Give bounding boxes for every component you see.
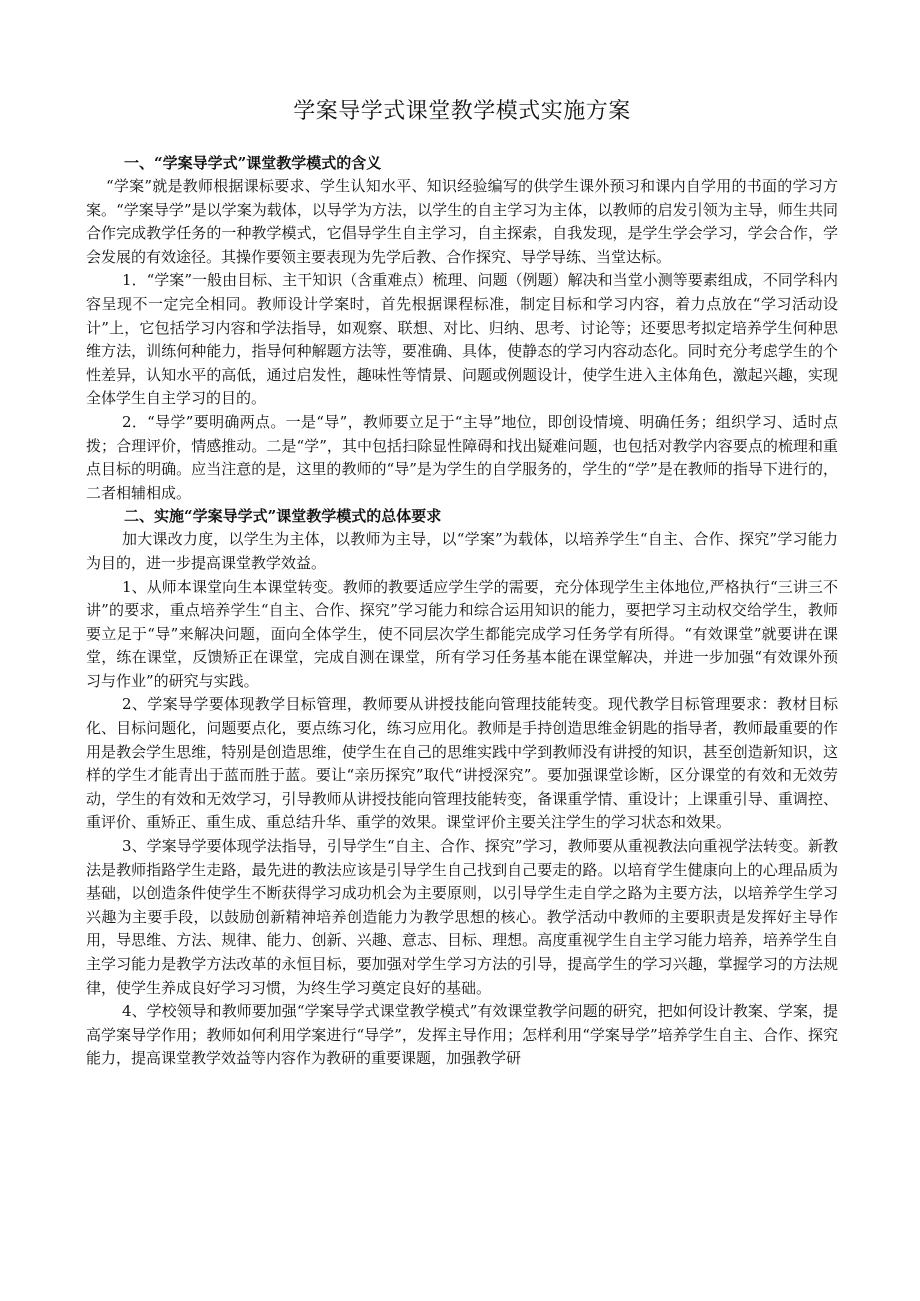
paragraph: 1．“学案”一般由目标、主干知识（含重难点）梳理、问题（例题）解决和当堂小测等要素组成，不同学科内容呈现不一定完全相同。教师设计学案时，首先根据课程标准，制定目标和学习内容，着力点放在“学习活动设计”上，它包括学习内容和学法指导，如观察、联想、对比、归纳、思考、讨论等；还要思考拟定培养学生何种思维方法，训练何种能力，指导何种解题方法等，要准确、具体，使静态的学习内容动态化。同时充分考虑学生的个性差异，认知水平的高低，通过启发性，趣味性等情景、问题或例题设计，使学生进入主体角色，激起兴趣，实现全体学生自主学习的目的。 (86, 271, 838, 408)
paragraph: 2．“导学”要明确两点。一是“导”，教师要立足于“主导”地位，即创设情境、明确任务；组织学习、适时点拨；合理评价，情感推动。二是“学”，其中包括扫除显性障碍和找出疑难问题，也包括对教学内容要点的梳理和重点目标的明确。应当注意的是，这里的教师的“导”是为学生的自学服务的，学生的“学”是在教师的指导下进行的，二者相辅相成。 (86, 412, 838, 502)
document-title: 学案导学式课堂教学模式实施方案 (293, 99, 631, 124)
paragraph: 3、学案导学要体现学法指导，引导学生“自主、合作、探究”学习，教师要从重视教法向重视学法转变。新教法是教师指路学生走路，最先进的教法应该是引导学生自己找到自己要走的路。以培育学生健康向上的心理品质为基础，以创造条件使学生不断获得学习成功机会为主要原则，以引导学生走自学之路为主要方法，以培养学生学习兴趣为主要手段，以鼓励创新精神培养创造能力为教学思想的核心。教学活动中教师的主要职责是发挥好主导作用，导思维、方法、规律、能力、创新、兴趣、意志、目标、理想。高度重视学生自主学习能力培养，培养学生自主学习能力是教学方法改革的永恒目标，要加强对学生学习方法的引导，提高学生的学习兴趣，掌握学习的方法规律，使学生养成良好学习习惯，为终生学习奠定良好的基础。 (86, 837, 838, 997)
paragraph: 加大课改力度，以学生为主体，以教师为主导，以“学案”为载体，以培养学生“自主、合作、探究”学习能力为目的，进一步提高课堂教学效益。 (86, 530, 838, 572)
section-heading-1: 一、“学案导学式”课堂教学模式的含义 (124, 154, 382, 172)
paragraph: 1、从师本课堂向生本课堂转变。教师的教要适应学生学的需要，充分体现学生主体地位,严格执行“三讲三不讲”的要求，重点培养学生“自主、合作、探究”学习能力和综合运用知识的能力，要把学习主动权交给学生，教师要立足于“导”来解决问题，面向全体学生，使不同层次学生都能完成学习任务学有所得。“有效课堂”就要讲在课堂，练在课堂，反馈矫正在课堂，完成自测在课堂，所有学习任务基本能在课堂解决，并进一步加强“有效课外预习与作业”的研究与实践。 (86, 577, 838, 690)
paragraph: “学案”就是教师根据课标要求、学生认知水平、知识经验编写的供学生课外预习和课内自学用的书面的学习方案。“学案导学”是以学案为载体，以导学为方法，以学生的自主学习为主体，以教师的启发引领为主导，师生共同合作完成教学任务的一种教学模式，它倡导学生自主学习，自主探索，自我发现，是学生学会学习，学会合作，学会发展的有效途径。其操作要领主要表现为先学后教、合作探究、导学导练、当堂达标。 (86, 177, 838, 266)
paragraph: 4、学校领导和教师要加强“学案导学式课堂教学模式”有效课堂教学问题的研究，把如何设计教案、学案，提高学案导学作用；教师如何利用学案进行“导学”，发挥主导作用；怎样利用“学案导学”培养学生自主、合作、探究能力，提高课堂教学效益等内容作为教研的重要课题，加强教学研 (86, 1002, 838, 1068)
paragraph: 2、学案导学要体现教学目标管理，教师要从讲授技能向管理技能转变。现代教学目标管理要求：教材目标化、目标问题化，问题要点化，要点练习化，练习应用化。教师是手持创造思维金钥匙的指导者，教师最重要的作用是教会学生思维，特别是创造思维，使学生在自己的思维实践中学到教师没有讲授的知识，甚至创造新知识，这样的学生才能青出于蓝而胜于蓝。要让“亲历探究”取代“讲授深究”。要加强课堂诊断，区分课堂的有效和无效劳动，学生的有效和无效学习，引导教师从讲授技能向管理技能转变，备课重学情、重设计；上课重引导、重调控、重评价、重矫正、重生成、重总结升华、重学的效果。课堂评价主要关注学生的学习状态和效果。 (86, 695, 838, 832)
document-page (86, 96, 838, 1071)
section-heading-2: 二、实施“学案导学式”课堂教学模式的总体要求 (124, 507, 442, 526)
